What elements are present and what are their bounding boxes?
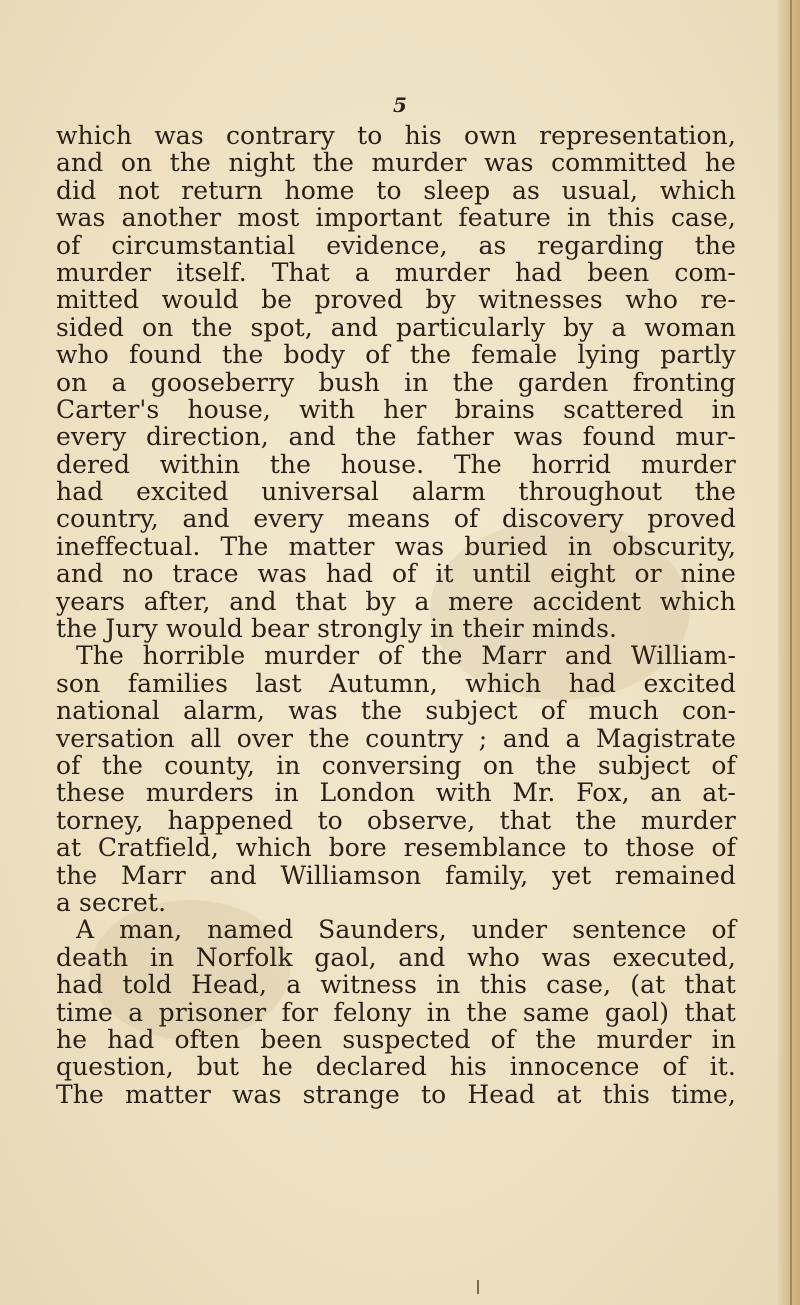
text-line: did not return home to sleep as usual, which <box>56 175 736 205</box>
printer-mark <box>477 1280 479 1294</box>
text-line: Carter's house, with her brains scattered in <box>56 394 736 424</box>
text-line: time a prisoner for felony in the same gaol) that <box>56 997 736 1027</box>
text-line: A man, named Saunders, under sentence of <box>76 915 736 945</box>
text-line: torney, happened to observe, that the murder <box>56 805 736 835</box>
text-line: death in Norfolk gaol, and who was executed, <box>56 942 736 972</box>
text-line: had excited universal alarm throughout the <box>56 477 736 507</box>
text-line: and no trace was had of it until eight or nine <box>56 559 736 589</box>
text-line: question, but he declared his innocence of it. <box>56 1052 736 1082</box>
text-line: had told Head, a witness in this case, (at that <box>56 970 736 1000</box>
page-edge-crease <box>790 0 792 1305</box>
text-line: was another most important feature in this case, <box>56 203 736 233</box>
text-line: these murders in London with Mr. Fox, an at- <box>56 778 736 808</box>
page-edge <box>778 0 800 1305</box>
text-line: he had often been suspected of the murder in <box>56 1024 736 1054</box>
text-line: of the county, in conversing on the subject of <box>56 750 736 780</box>
text-line: son families last Autumn, which had excited <box>56 668 736 698</box>
text-line: ineffectual. The matter was buried in obscurity, <box>56 531 736 561</box>
text-line: at Cratfield, which bore resemblance to those of <box>56 833 736 863</box>
text-line: dered within the house. The horrid murder <box>56 449 736 479</box>
text-line: the Marr and Williamson family, yet remained <box>56 860 736 890</box>
text-line: country, and every means of discovery proved <box>56 504 736 534</box>
text-line: a secret. <box>56 887 167 917</box>
text-line: sided on the spot, and particularly by a woman <box>56 312 736 342</box>
text-line: every direction, and the father was found mur- <box>56 422 736 452</box>
body-text <box>56 122 736 1108</box>
text-line: The matter was strange to Head at this time, <box>56 1079 736 1109</box>
text-line: who found the body of the female lying partly <box>56 340 736 370</box>
text-line: the Jury would bear strongly in their minds. <box>56 614 618 644</box>
text-line: and on the night the murder was committed he <box>56 148 736 178</box>
text-line: years after, and that by a mere accident which <box>56 586 736 616</box>
text-line: of circumstantial evidence, as regarding the <box>56 230 736 260</box>
text-line: on a gooseberry bush in the garden fronting <box>56 367 736 397</box>
text-line: versation all over the country ; and a Magistrate <box>56 723 736 753</box>
text-line: national alarm, was the subject of much con- <box>56 696 736 726</box>
text-line: The horrible murder of the Marr and William- <box>76 641 736 671</box>
text-line: murder itself. That a murder had been com- <box>56 257 736 287</box>
page-number: 5 <box>393 93 407 117</box>
text-line: mitted would be proved by witnesses who re- <box>56 285 736 315</box>
text-line: which was contrary to his own representation, <box>56 121 736 150</box>
